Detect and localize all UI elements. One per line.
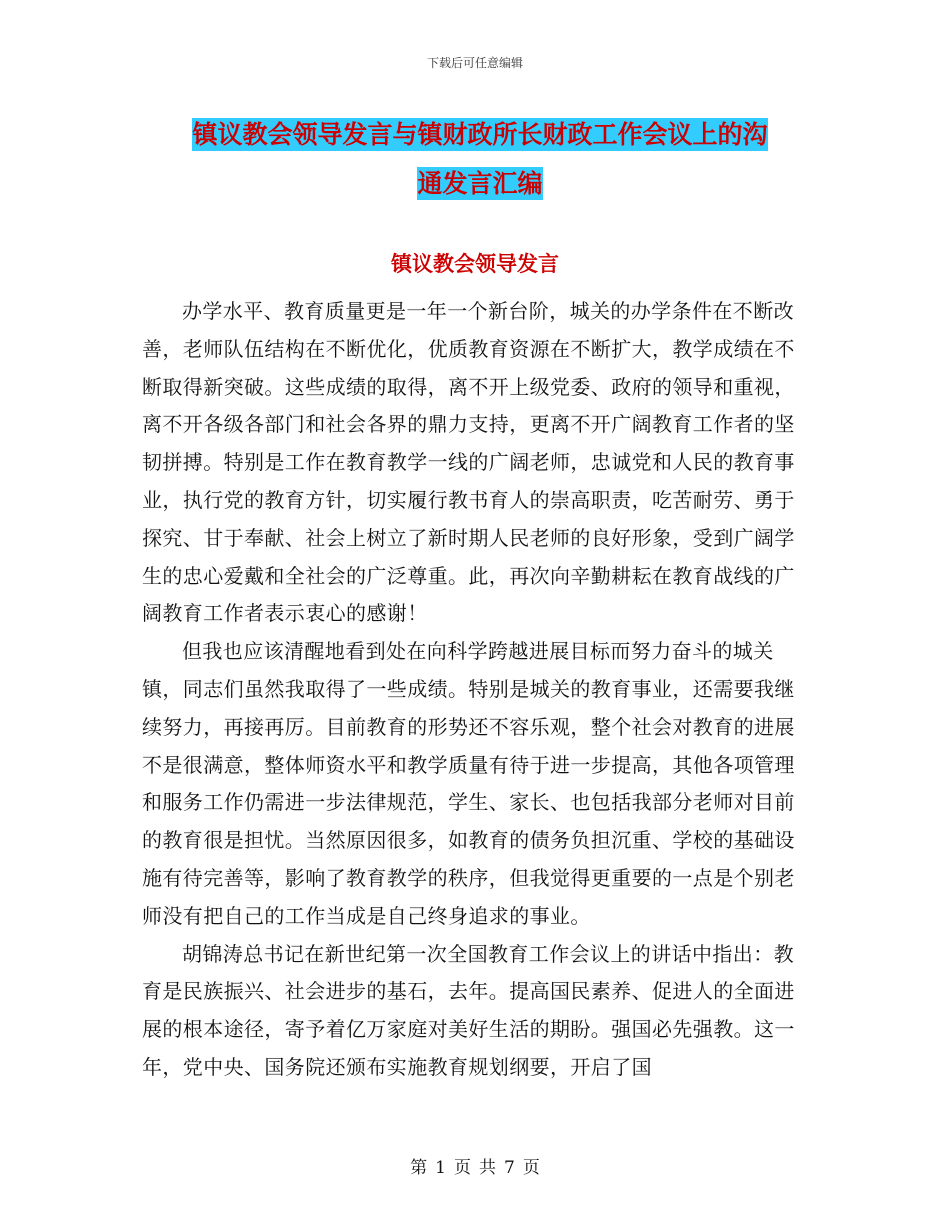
footer-ye: 页 [522,1158,540,1178]
section-heading: 镇议教会领导发言 [391,252,559,276]
document-title-line-1: 镇议教会领导发言与镇财政所长财政工作会议上的沟 [192,120,768,149]
footer-gong: 共 [479,1158,496,1178]
document-title [150,110,810,208]
document-title-line-2: 通发言汇编 [417,169,543,198]
footer-ye: 页 [454,1158,471,1178]
paragraph: 但我也应该清醒地看到处在向科学跨越进展目标而努力奋斗的城关镇，同志们虽然我取得了一些成绩。特别是城关的教育事业，还需要我继续努力，再接再厉。目前教育的形势还不容乐观，整个社会对教育的进展不是很满意，整体师资水平和教学质量有待于进一步提高，其他各项管理和服务工作仍需进一步法律规范，学生、家长、也包括我部分老师对目前的教育很是担忧。当然原因很多，如教育的债务负担沉重、学校的基础设施有待完善等，影响了教育教学的秩序，但我觉得更重要的一点是个别老师没有把自己的工作当成是自己终身追求的事业。 [142,639,795,928]
footer-page-number: 1 [435,1158,446,1178]
page-footer [0,1153,950,1178]
page-header-note: 下载后可任意编辑 [426,56,523,70]
paragraph: 胡锦涛总书记在新世纪第一次全国教育工作会议上的讲话中指出：教育是民族振兴、社会进步的基石，去年。提高国民素养、促进人的全面进展的根本途径，寄予着亿万家庭对美好生活的期盼。强国必先强教。这一年，党中央、国务院还颁布实施教育规划纲要，开启了国 [142,941,795,1079]
footer-di: 第 [410,1158,428,1178]
footer-total-pages: 7 [504,1158,515,1178]
body-text [142,293,806,1087]
paragraph: 办学水平、教育质量更是一年一个新台阶，城关的办学条件在不断改善，老师队伍结构在不断优化，优质教育资源在不断扩大，教学成绩在不断取得新突破。这些成绩的取得，离不开上级党委、政府的领导和重视，离不开各级各部门和社会各界的鼎力支持，更离不开广阔教育工作者的坚韧拼搏。特别是工作在教育教学一线的广阔老师，忠诚党和人民的教育事业，执行党的教育方针，切实履行教书育人的崇高职责，吃苦耐劳、勇于探究、甘于奉献、社会上树立了新时期人民老师的良好形象，受到广阔学生的忠心爱戴和全社会的广泛尊重。此，再次向辛勤耕耘在教育战线的广阔教育工作者表示衷心的感谢！ [142,299,795,626]
